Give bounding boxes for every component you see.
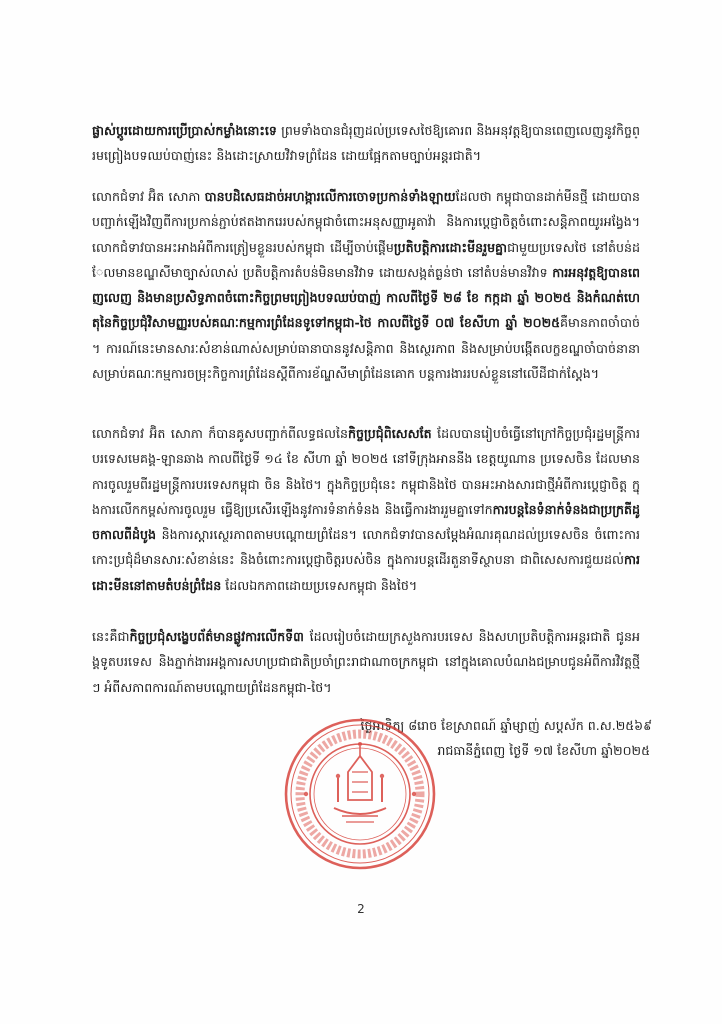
solar-date: រាជធានីភ្នំពេញ ថ្ងៃទី ១៧ ខែសីហា ឆ្នាំ២០២៥ bbox=[437, 743, 650, 758]
bold-phrase: កិច្ចប្រជុំសង្ខេបព័ត៌មានផ្លូវការលើកទី៣ bbox=[129, 629, 304, 644]
paragraph-special-meeting bbox=[92, 421, 640, 598]
paragraph-briefing bbox=[92, 624, 640, 700]
paragraph-text: លោកជំទាវ អ៊ិត សោភា bbox=[92, 189, 205, 204]
paragraph-text: ដែលឯកភាពដោយប្រទេសកម្ពុជា និងថៃ។ bbox=[221, 577, 418, 593]
paragraph-text: ដែលថា កម្ពុជាបានដាក់មីនថ្មី ដោយបានបញ្ជាក់ឡើងវិញពីការប្រកាន់ភ្ជាប់ឥតងាករេរបស់កម្ពុជាចំពោះអនុសញ្ញាអូតាវ៉ា និងការប្តេជ្ញាចិត្តចំពោះសន្តិភាពយូរអង្វែង។ លោកជំទាវបានអះអាងអំពីការត្រៀមខ្លួនរបស់កម្ពុជា ដើម្បីចាប់ផ្តើម bbox=[92, 189, 640, 255]
paragraph-text: នេះគឺជា bbox=[92, 629, 130, 644]
bold-phrase: កិច្ចប្រជុំពិសេសតែ bbox=[347, 426, 432, 441]
paragraph-text: និងការស្តារស្ថេរភាពតាមបណ្តោយព្រំដែន។ លោកជំទាវបានសម្តែងអំណរគុណដល់ប្រទេសចិន ចំពោះការកោះប្រជុំដ៏មានសារៈសំខាន់នេះ និងចំពោះការប្តេជ្ញាចិត្តរបស់ចិន ក្នុងការបន្តដើរតួនាទីស្ថាបនា ជាពិសេសការជួយដល់ bbox=[92, 527, 640, 568]
ministry-seal-icon bbox=[282, 716, 438, 872]
lunar-date: ថ្ងៃអាទិត្យ ៨រោច ខែស្រាពណ៍ ឆ្នាំម្សាញ់ សប្តស័ក ព.ស.២៥៦៩ bbox=[360, 718, 652, 733]
paragraph-demining-stance bbox=[92, 184, 640, 386]
paragraph-text: ជាមួយប្រទេសថៃ នៅតំបន់ដែលមានខណ្ឌសីមាច្បាស់លាស់ ប្រតិបត្តិការតំបន់មិនមានវិវាទ ដោយសង្កត់ធ្ងន់ថា នៅតំបន់មានវិវាទ bbox=[92, 239, 640, 280]
paragraph-continuation bbox=[92, 118, 640, 169]
paragraph-text: ព្រមទាំងបានជំរុញដល់ប្រទេសថៃឱ្យគោរព និងអនុវត្តឱ្យបានពេញលេញនូវកិច្ចព្រមព្រៀងបទឈប់បាញ់នេះ និងដោះស្រាយវិវាទព្រំដែន ដោយផ្អែកតាមច្បាប់អន្តរជាតិ។ bbox=[92, 123, 640, 164]
bold-phrase: ការបន្តនៃទំនាក់ទំនងជាប្រក្រតីដូចកាលពីដំបូង bbox=[92, 501, 640, 543]
bold-phrase: បានបដិសេធដាច់អហង្ការលើការចោទប្រកាន់ទាំងឡាយ bbox=[204, 189, 456, 204]
paragraph-text: ដែលរៀបចំដោយក្រសួងការបរទេស និងសហប្រតិបត្តិការអន្តរជាតិ ជូនអង្គទូតបរទេស និងភ្នាក់ងារអង្គការសហប្រជាជាតិប្រចាំព្រះរាជាណាចក្រកម្ពុជា នៅក្នុងគោលបំណងជម្រាបជូនអំពីការវិវត្តថ្មីៗ អំពីសភាពការណ៍តាមបណ្តោយព្រំដែនកម្ពុជា-ថៃ។ bbox=[92, 629, 640, 695]
paragraph-text: លោកជំទាវ អ៊ិត សោភា ក៏បានគូសបញ្ជាក់ពីលទ្ធផលនៃ bbox=[92, 426, 348, 441]
bold-phrase: ការដោះមីននៅតាមតំបន់ព្រំដែន bbox=[92, 552, 640, 593]
bold-phrase: ប្រតិបត្តិការដោះមីនរួមគ្នា bbox=[393, 239, 508, 255]
paragraph-text: គឺមានភាពចាំបាច់។ ការណ៍នេះមានសារៈសំខាន់ណាស់សម្រាប់ធានាបាននូវសន្តិភាព និងស្ថេរភាព និងសម្រាប់បង្កើតលក្ខខណ្ឌចាំបាច់នានា សម្រាប់គណៈកម្មការចម្រុះកិច្ចការព្រំដែនស្តីពីការខ័ណ្ឌសីមាព្រំដែនគោក បន្តការងាររបស់ខ្លួននៅលើដីជាក់ស្តែង។ bbox=[92, 315, 640, 382]
bold-phrase: ផ្លាស់ប្តូរដោយការប្រើប្រាស់កម្លាំងនោះទេ bbox=[92, 123, 277, 138]
paragraph-text: ដែលបានរៀបចំធ្វើនៅក្រៅកិច្ចប្រជុំរដ្ឋមន្ត្រីការបរទេសមេគង្គ-ឡានឆាង កាលពីថ្ងៃទី ១៤ ខែ សីហា ឆ្នាំ ២០២៥ នៅទីក្រុងអាននីង ខេត្តយូណាន ប្រទេសចិន ដែលមានការចូលរួមពីរដ្ឋមន្ត្រីការបរទេសកម្ពុជា ចិន និងថៃ។ ក្នុងកិច្ចប្រជុំនេះ កម្ពុជានិងថៃ បានអះអាងសារជាថ្មីអំពីការប្តេជ្ញាចិត្ត ក្នុងការលើកកម្ពស់ការចូលរួម ធ្វើឱ្យប្រសើរឡើងនូវការទំនាក់ទំនង និងធ្វើការងាររួមគ្នាទៅក bbox=[92, 426, 640, 517]
page-number: 2 bbox=[357, 902, 365, 916]
bold-phrase: ការអនុវត្តឱ្យបានពេញលេញ និងមានប្រសិទ្ធភាពចំពោះកិច្ចព្រមព្រៀងបទឈប់បាញ់ កាលពីថ្ងៃទី ២៨ ខែ កក្កដា ឆ្នាំ ២០២៥ និងកំណត់ហេតុនៃកិច្ចប្រជុំវិសាមញ្ញរបស់គណៈកម្មការព្រំដែនទូទៅកម្ពុជា-ថៃ កាលពីថ្ងៃទី ០៧ ខែសីហា ឆ្នាំ ២០២៥ bbox=[92, 264, 640, 331]
